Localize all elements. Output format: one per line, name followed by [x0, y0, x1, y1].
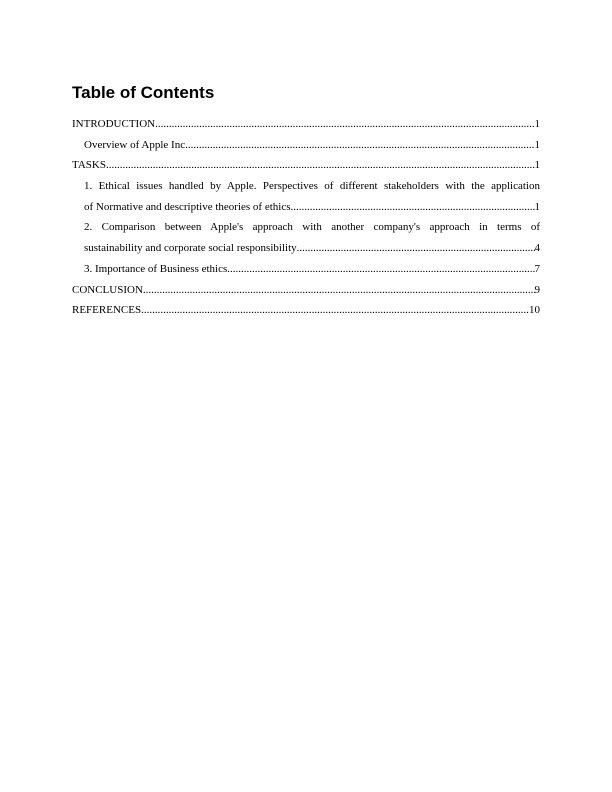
toc-entry-label: INTRODUCTION	[72, 118, 156, 130]
toc-entry-label: 3. Importance of Business ethics	[84, 262, 228, 275]
toc-entry-comparison[interactable]	[72, 217, 540, 258]
toc-entry-label: TASKS	[72, 159, 106, 172]
leader-dots	[143, 280, 535, 301]
leader-dots	[297, 238, 535, 259]
toc-entry-page: 9	[534, 283, 540, 296]
toc-entry-page: 1	[534, 138, 540, 151]
toc-entry-label: REFERENCES	[72, 304, 142, 317]
leader-dots	[155, 114, 534, 135]
toc-entry-label: CONCLUSION	[72, 283, 143, 296]
toc-entry-label: sustainability and corporate social responsibility	[84, 242, 297, 255]
leader-dots	[141, 300, 529, 321]
toc-entry-overview[interactable]	[72, 135, 540, 156]
toc-entry-tasks[interactable]	[72, 155, 540, 176]
leader-dots	[106, 155, 535, 176]
toc-entry-label: Overview of Apple Inc.	[84, 138, 188, 151]
toc-entry-page: 4	[534, 242, 540, 255]
toc-entry-label-line1: 2. Comparison between Apple's approach with another company's approach in terms of	[84, 221, 540, 234]
toc-entry-page: 1	[534, 118, 540, 130]
toc-entry-introduction[interactable]	[72, 114, 540, 135]
page-title: Table of Contents	[72, 83, 215, 102]
table-of-contents	[72, 114, 540, 321]
toc-entry-page: 1	[534, 200, 540, 213]
toc-entry-importance[interactable]	[72, 259, 540, 280]
leader-dots	[227, 259, 534, 280]
toc-entry-label: of Normative and descriptive theories of ethics	[84, 200, 291, 213]
leader-dots	[291, 197, 535, 218]
toc-entry-ethical-issues[interactable]	[72, 176, 540, 217]
toc-entry-page: 1	[534, 159, 540, 172]
toc-entry-conclusion[interactable]	[72, 280, 540, 301]
toc-entry-page: 10	[529, 304, 540, 317]
leader-dots	[188, 135, 535, 156]
toc-entry-page: 7	[534, 262, 540, 275]
toc-entry-references[interactable]	[72, 300, 540, 321]
toc-entry-label-line1: 1. Ethical issues handled by Apple. Perspectives of different stakeholders with the application	[84, 180, 540, 193]
